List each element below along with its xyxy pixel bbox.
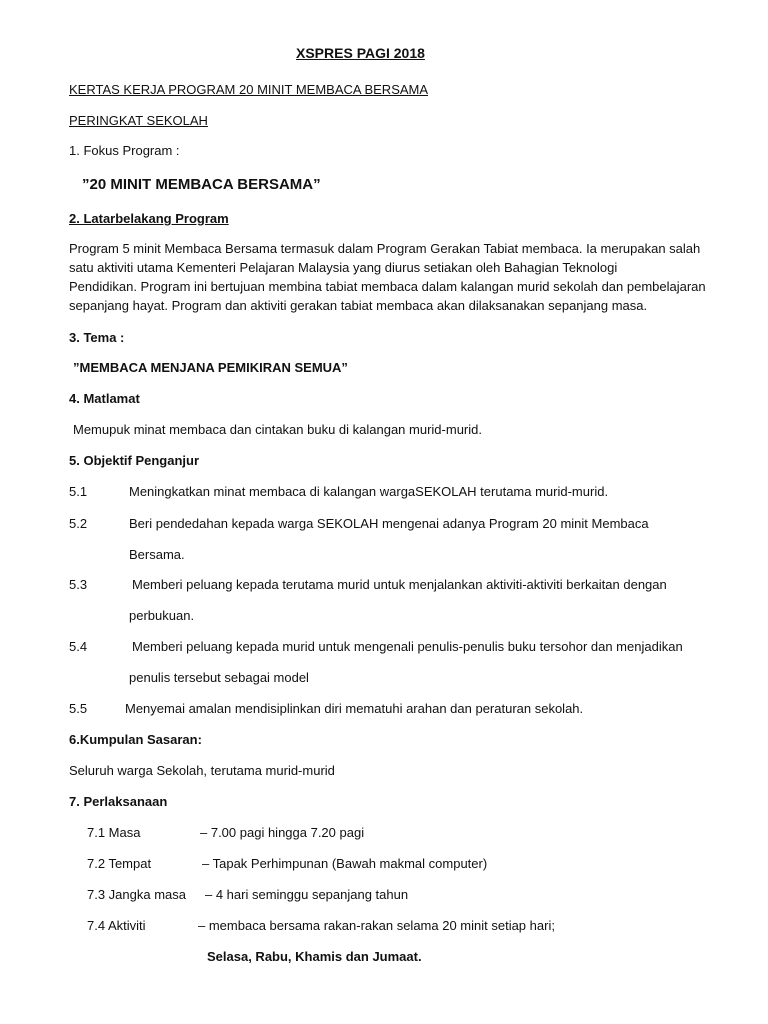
section-2-line: Pendidikan. Program ini bertujuan membina tabiat membaca dalam kalangan murid sekolah dan pembelajaran bbox=[69, 279, 706, 294]
document-level: PERINGKAT SEKOLAH bbox=[69, 113, 208, 128]
document-title: XSPRES PAGI 2018 bbox=[296, 45, 425, 61]
section-2-line: sepanjang hayat. Program dan aktiviti gerakan tabiat membaca akan dilaksanakan sepanjang masa. bbox=[69, 298, 648, 313]
section-6-heading: 6.Kumpulan Sasaran: bbox=[69, 732, 202, 747]
objective-text-continued: Bersama. bbox=[129, 547, 185, 562]
section-3-value: ”MEMBACA MENJANA PEMIKIRAN SEMUA” bbox=[73, 360, 348, 375]
section-3-heading: 3. Tema : bbox=[69, 330, 125, 345]
implementation-value: – 7.00 pagi hingga 7.20 pagi bbox=[200, 825, 365, 840]
objective-text: Menyemai amalan mendisiplinkan diri mematuhi arahan dan peraturan sekolah. bbox=[125, 701, 584, 716]
section-4-value: Memupuk minat membaca dan cintakan buku di kalangan murid-murid. bbox=[73, 422, 482, 437]
objective-number: 5.2 bbox=[69, 516, 88, 531]
section-2-heading: 2. Latarbelakang Program bbox=[69, 211, 229, 226]
objective-number: 5.4 bbox=[69, 639, 88, 654]
objective-text: Memberi peluang kepada terutama murid untuk menjalankan aktiviti-aktiviti berkaitan dengan bbox=[132, 577, 667, 592]
activity-days: Selasa, Rabu, Khamis dan Jumaat. bbox=[207, 949, 422, 964]
objective-text-continued: penulis tersebut sebagai model bbox=[129, 670, 309, 685]
implementation-label: 7.1 Masa bbox=[87, 825, 141, 840]
implementation-value: – membaca bersama rakan-rakan selama 20 minit setiap hari; bbox=[198, 918, 555, 933]
implementation-value: – 4 hari seminggu sepanjang tahun bbox=[205, 887, 409, 902]
section-7-heading: 7. Perlaksanaan bbox=[69, 794, 168, 809]
objective-text: Beri pendedahan kepada warga SEKOLAH mengenai adanya Program 20 minit Membaca bbox=[129, 516, 649, 531]
section-1-value: ”20 MINIT MEMBACA BERSAMA” bbox=[82, 176, 321, 193]
section-2-line: satu aktiviti utama Kementeri Pelajaran Malaysia yang diurus setiakan oleh Bahagian Teknologi bbox=[69, 260, 618, 275]
implementation-label: 7.4 Aktiviti bbox=[87, 918, 146, 933]
document-subtitle: KERTAS KERJA PROGRAM 20 MINIT MEMBACA BERSAMA bbox=[69, 82, 429, 97]
objective-number: 5.5 bbox=[69, 701, 88, 716]
implementation-value: – Tapak Perhimpunan (Bawah makmal computer) bbox=[202, 856, 488, 871]
objective-text: Meningkatkan minat membaca di kalangan wargaSEKOLAH terutama murid-murid. bbox=[129, 484, 609, 499]
objective-number: 5.1 bbox=[69, 484, 88, 499]
section-4-heading: 4. Matlamat bbox=[69, 391, 140, 406]
objective-number: 5.3 bbox=[69, 577, 88, 592]
objective-text-continued: perbukuan. bbox=[129, 608, 195, 623]
section-1-heading: 1. Fokus Program : bbox=[69, 143, 180, 158]
implementation-label: 7.2 Tempat bbox=[87, 856, 152, 871]
objective-text: Memberi peluang kepada murid untuk mengenali penulis-penulis buku tersohor dan menjadikan bbox=[132, 639, 683, 654]
section-5-heading: 5. Objektif Penganjur bbox=[69, 453, 200, 468]
section-2-line: Program 5 minit Membaca Bersama termasuk dalam Program Gerakan Tabiat membaca. Ia merupakan salah bbox=[69, 241, 701, 256]
implementation-label: 7.3 Jangka masa bbox=[87, 887, 187, 902]
section-6-value: Seluruh warga Sekolah, terutama murid-murid bbox=[69, 763, 335, 778]
